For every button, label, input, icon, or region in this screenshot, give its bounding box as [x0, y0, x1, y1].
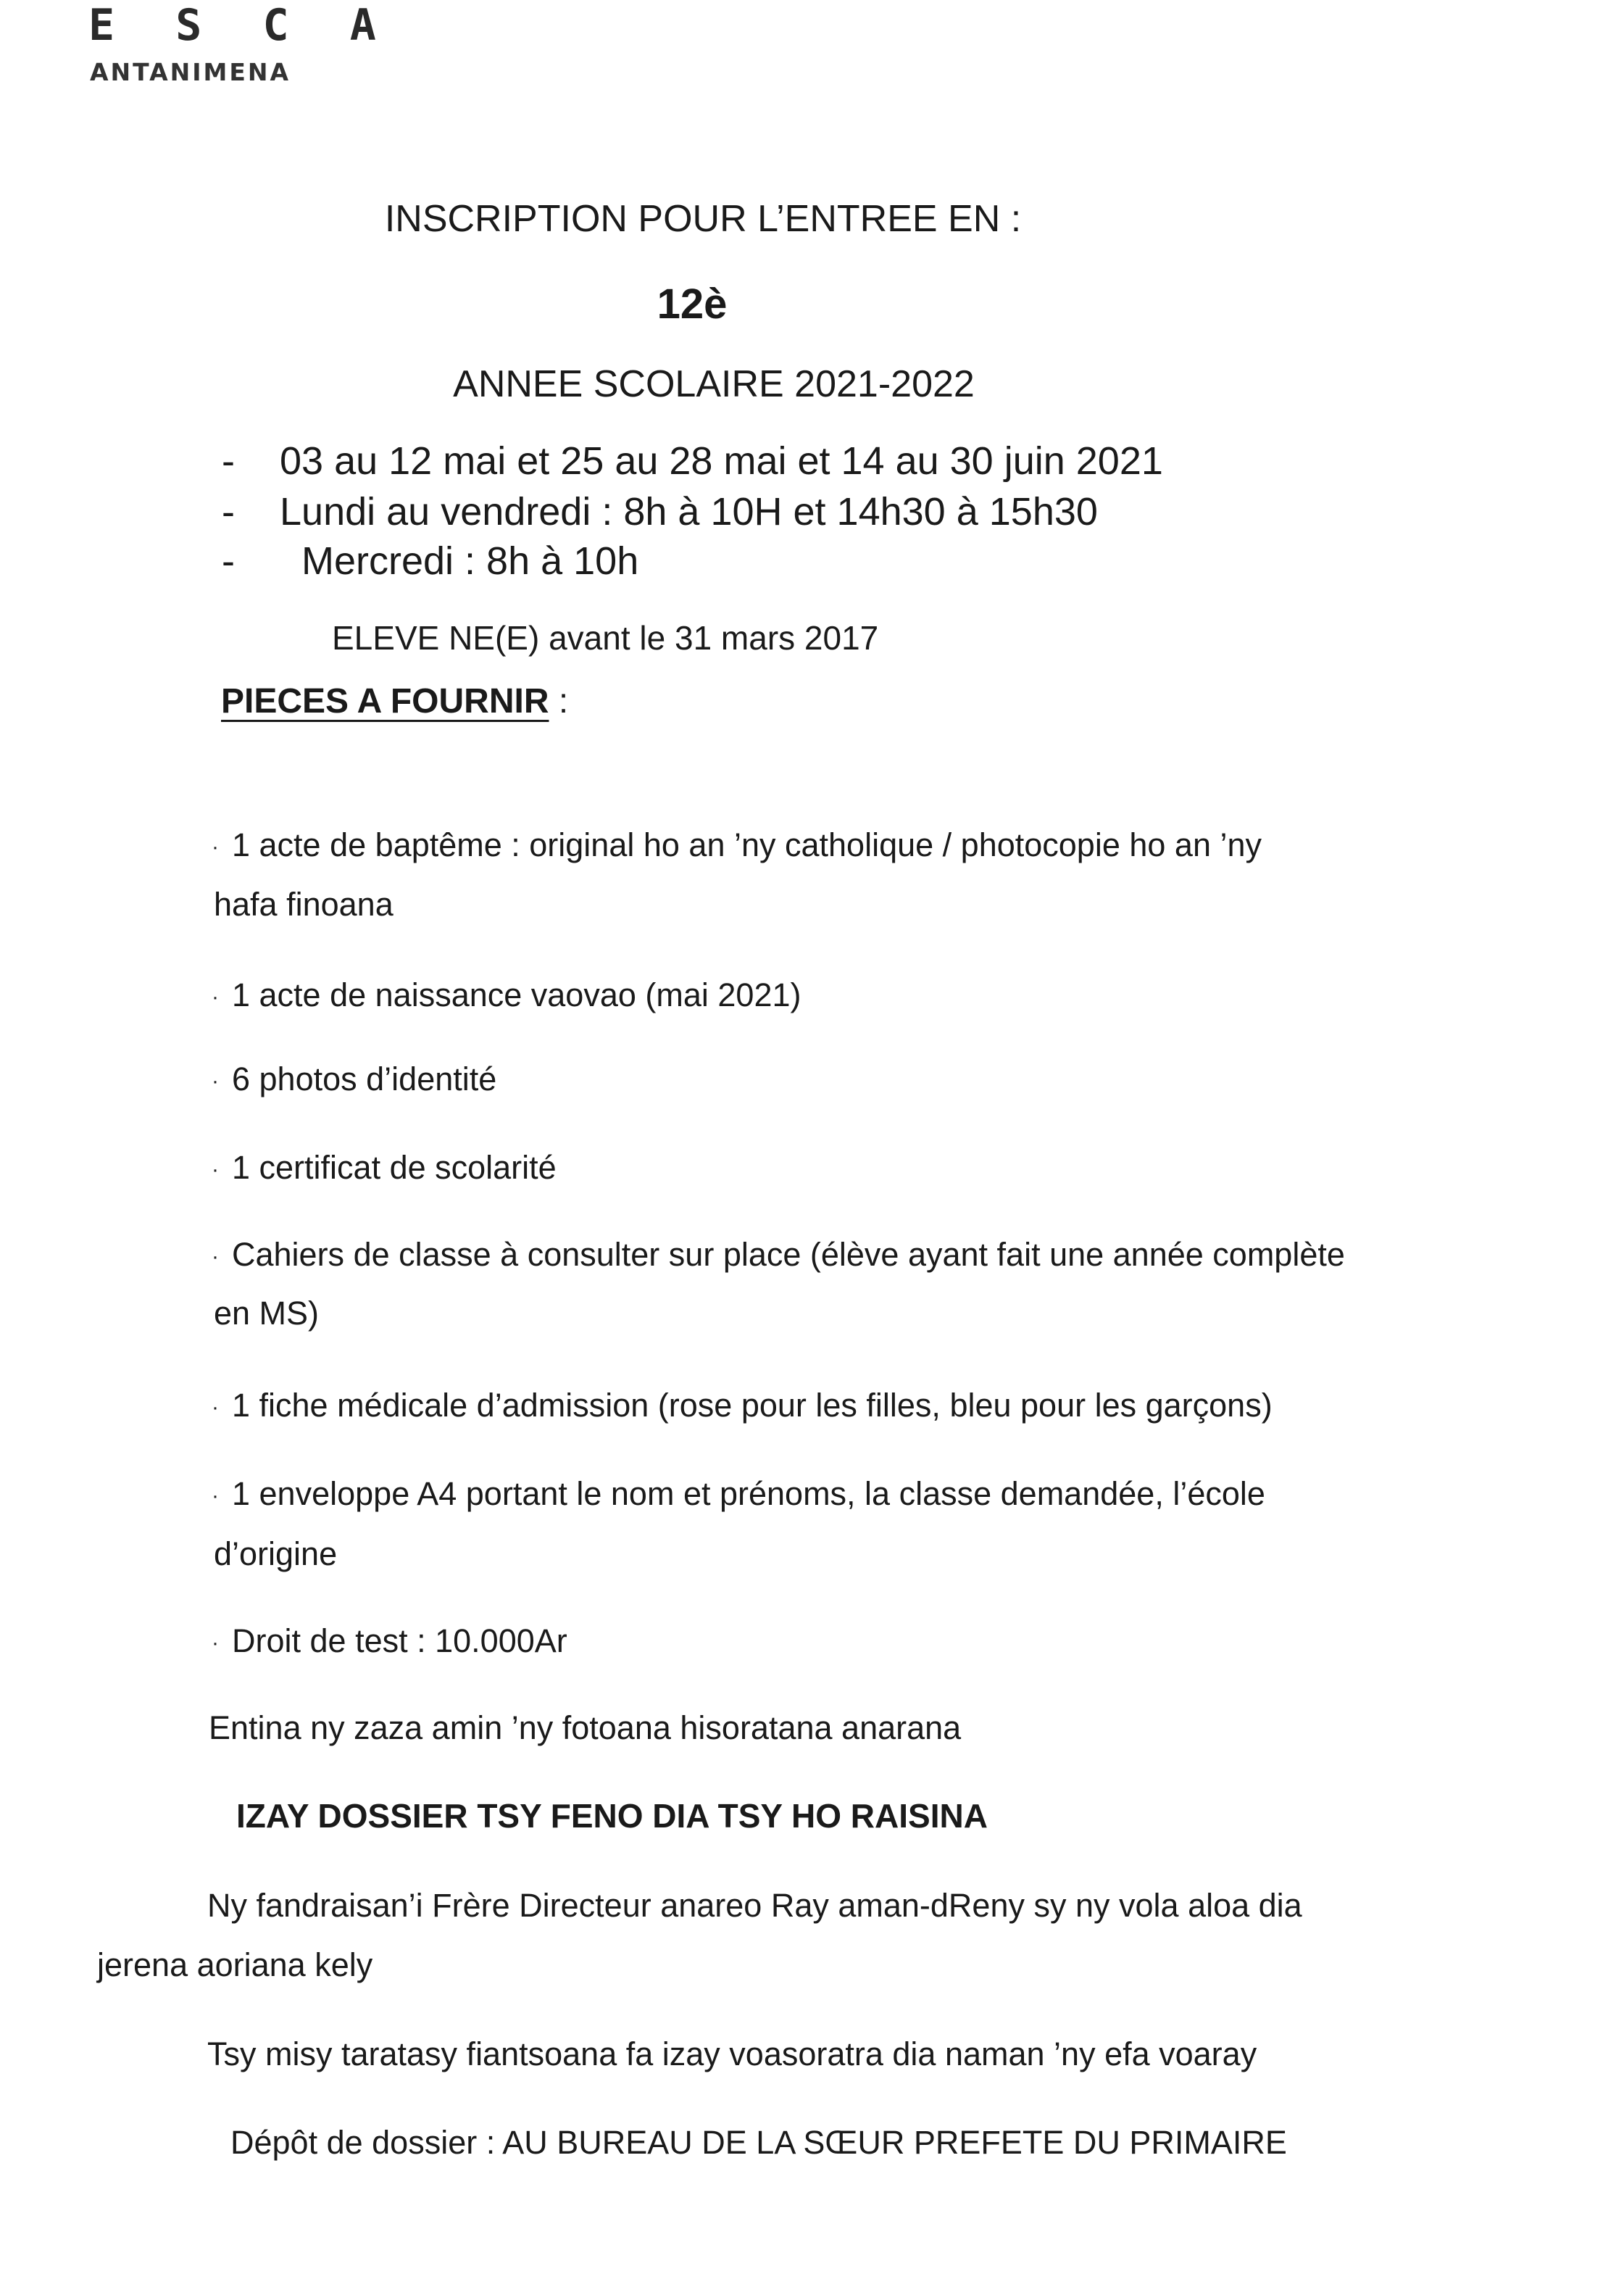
list-item-text: Droit de test : 10.000Ar [232, 1622, 567, 1659]
list-item-text: 1 acte de naissance vaovao (mai 2021) [232, 976, 801, 1013]
bullet-dash: - [222, 539, 235, 583]
document-title: INSCRIPTION POUR L’ENTREE EN : [384, 198, 1022, 240]
schedule-line-wednesday [222, 539, 638, 584]
dossier-deposit-location: Dépôt de dossier : AU BUREAU DE LA SŒUR PREFETE DU PRIMAIRE [230, 2124, 1287, 2161]
list-item-text: 1 enveloppe A4 portant le nom et prénoms, la classe demandée, l’école [232, 1475, 1265, 1512]
list-item-text: 1 acte de baptême : original ho an ’ny catholique / photocopie ho an ’ny [232, 826, 1262, 863]
list-item-text: 6 photos d’identité [232, 1061, 497, 1097]
list-item [212, 1149, 557, 1187]
list-item [212, 1236, 1345, 1274]
school-stamp-name: E S C A [88, 0, 393, 51]
bullet-dot: · [212, 1245, 219, 1269]
list-item [212, 1061, 496, 1098]
bullet-dot: · [212, 1069, 219, 1094]
bullet-dot: · [212, 985, 219, 1010]
no-convocation-note: Tsy misy taratasy fiantsoana fa izay voasoratra dia naman ’ny efa voaray [207, 2035, 1257, 2072]
eligibility-condition: ELEVE NE(E) avant le 31 mars 2017 [332, 619, 879, 657]
pieces-heading-colon: : [549, 682, 569, 721]
list-item [212, 1387, 1273, 1424]
school-stamp-location: ANTANIMENA [90, 58, 291, 86]
bullet-dot: · [212, 1395, 219, 1420]
entina-note: Entina ny zaza amin ’ny fotoana hisoratana anarana [209, 1709, 962, 1746]
schedule-line-dates [222, 439, 1163, 483]
bullet-dash: - [222, 490, 235, 534]
bullet-dot: · [212, 1631, 219, 1656]
schedule-text: 03 au 12 mai et 25 au 28 mai et 14 au 30 juin 2021 [280, 439, 1163, 483]
list-item-text: 1 fiche médicale d’admission (rose pour les filles, bleu pour les garçons) [232, 1387, 1273, 1424]
incomplete-dossier-warning: IZAY DOSSIER TSY FENO DIA TSY HO RAISINA [236, 1797, 988, 1835]
bullet-dot: · [212, 1158, 219, 1182]
list-item [212, 1475, 1265, 1513]
bullet-dot: · [212, 1484, 219, 1508]
list-item-continuation: en MS) [214, 1295, 320, 1332]
pieces-heading [221, 681, 568, 721]
list-item [212, 976, 801, 1014]
list-item-text: Cahiers de classe à consulter sur place (élève ayant fait une année complète [232, 1236, 1345, 1273]
pieces-heading-label: PIECES A FOURNIR [221, 682, 549, 721]
bullet-dash: - [222, 439, 235, 483]
bullet-dot: · [212, 835, 219, 860]
list-item-continuation: d’origine [214, 1535, 338, 1572]
grade-level: 12è [657, 281, 728, 328]
list-item [212, 826, 1262, 864]
director-note-line1: Ny fandraisan’i Frère Directeur anareo Ray aman-dReny sy ny vola aloa dia [207, 1887, 1302, 1924]
list-item [212, 1622, 567, 1660]
director-note-line2: jerena aoriana kely [97, 1946, 373, 1983]
schedule-line-hours [222, 489, 1098, 534]
list-item-continuation: hafa finoana [214, 886, 393, 923]
list-item-text: 1 certificat de scolarité [232, 1149, 557, 1186]
schedule-text: Lundi au vendredi : 8h à 10H et 14h30 à 15h30 [280, 490, 1098, 534]
school-year: ANNEE SCOLAIRE 2021-2022 [453, 363, 975, 405]
schedule-text: Mercredi : 8h à 10h [301, 539, 639, 583]
